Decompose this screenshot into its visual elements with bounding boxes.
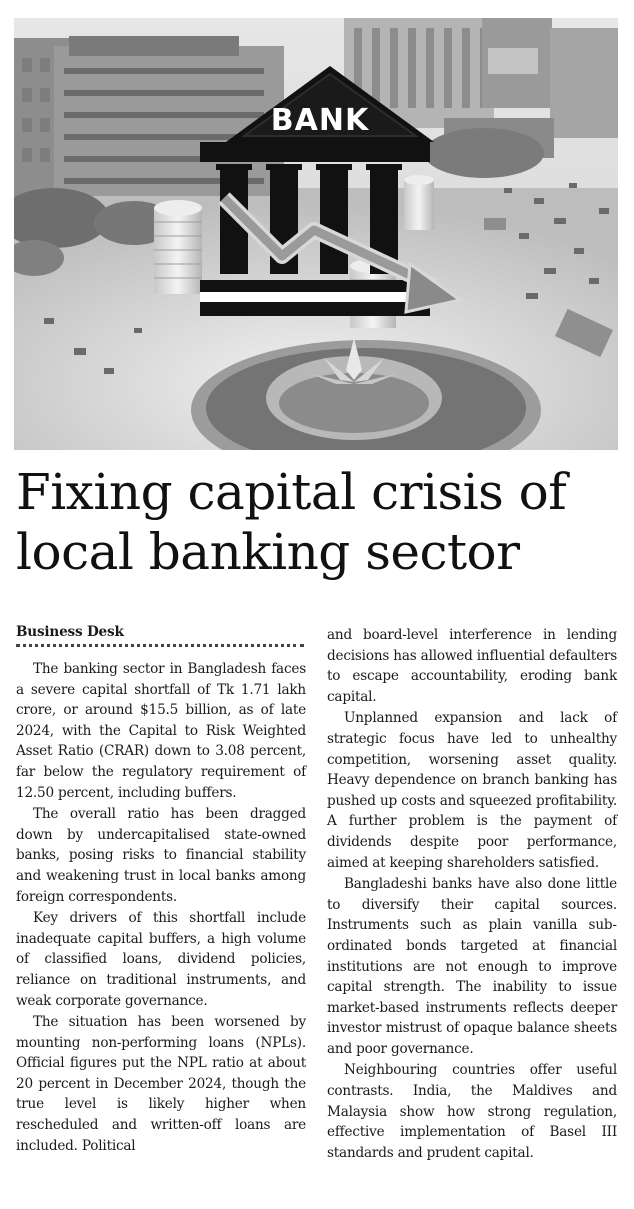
paragraph: The situation has been worsened by mounting non-performing loans (NPLs). Official figures put the NPL ratio at about 20 percent in December 2024, though the true level is likely higher when rescheduled and written-off loans are included. Political	[16, 1014, 306, 1154]
headline	[16, 462, 620, 582]
paragraph: Unplanned expansion and lack of strategic focus have led to unhealthy competition, worsening asset quality. Heavy dependence on branch banking has pushed up costs and squeezed profitability. A further problem is the payment of dividends despite poor performance, aimed at keeping shareholders satisfied.	[327, 710, 617, 871]
byline: Business Desk	[16, 624, 124, 640]
paragraph: The overall ratio has been dragged down by undercapitalised state-owned banks, posing risks to financial stability and weakening trust in local banks among foreign correspondents.	[16, 806, 306, 905]
paragraph: Bangladeshi banks have also done little to diversify their capital sources. Instruments such as plain vanilla subordinated bonds targeted at financial institutions are not enough to improve capital strength. The inability to issue market-based instruments reflects deeper investor mistrust of opaque balance sheets and poor governance.	[327, 876, 617, 1057]
byline-divider	[16, 644, 304, 647]
paragraph-continuation: and board-level interference in lending decisions has allowed influential defaulters to escape accountability, eroding bank capital.	[327, 627, 617, 705]
headline-line-2: local banking sector	[16, 523, 520, 581]
city-bank-illustration	[14, 18, 618, 450]
article-column-left	[16, 622, 306, 1157]
headline-line-1: Fixing capital crisis of	[16, 463, 567, 521]
paragraph: Key drivers of this shortfall include inadequate capital buffers, a high volume of classified loans, dividend policies, reliance on traditional instruments, and weak corporate governance.	[16, 910, 306, 1009]
article-photo	[14, 18, 618, 450]
paragraph: Neighbouring countries offer useful contrasts. India, the Maldives and Malaysia show how strong regulation, effective implementation of Basel III standards and prudent capital.	[327, 1062, 617, 1161]
paragraph: The banking sector in Bangladesh faces a severe capital shortfall of Tk 1.71 lakh crore, or around $15.5 billion, as of late 2024, with the Capital to Risk Weighted Asset Ratio (CRAR) down to 3.08 percent, far below the regulatory requirement of 12.50 percent, including buffers.	[16, 661, 306, 801]
article-column-right	[327, 625, 617, 1164]
bank-sign-text: BANK	[270, 103, 370, 138]
